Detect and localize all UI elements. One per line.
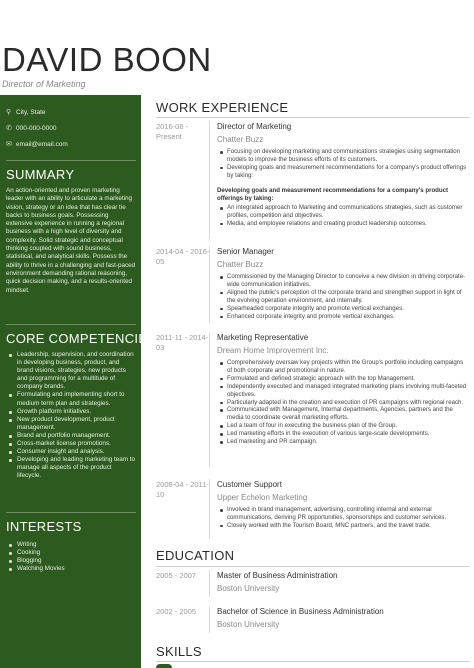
email-text[interactable]: email@email.com bbox=[16, 141, 68, 148]
competencies-heading: CORE COMPETENCIES bbox=[6, 331, 157, 346]
timeline-line bbox=[209, 332, 210, 468]
section-divider bbox=[156, 566, 470, 567]
list-item: Media, and employee relations and creating product leadership outcomes. bbox=[217, 220, 467, 228]
summary-heading: SUMMARY bbox=[6, 167, 75, 182]
education-heading: EDUCATION bbox=[156, 548, 235, 563]
list-item: Involved in brand management, advertising, controlling internal and external communications, deriving PR opportunities, sponsorships and customer services. bbox=[217, 506, 467, 522]
skill-level-dot bbox=[156, 664, 172, 668]
competencies-list bbox=[6, 351, 136, 481]
job-date: 2014-04 - 2016-05 bbox=[156, 247, 210, 266]
list-item: Consumer insight and analysis. bbox=[6, 448, 136, 456]
location-text: City, State bbox=[16, 109, 46, 116]
list-item: Cooking bbox=[6, 549, 136, 557]
candidate-role: Director of Marketing bbox=[2, 79, 86, 89]
list-item: Commissioned by the Managing Director to conceive a new division in driving corporate-wide communication initiatives. bbox=[217, 273, 467, 289]
job-date: 2011-11 - 2014-03 bbox=[156, 333, 209, 352]
job-date: 2008-04 - 2011-10 bbox=[156, 480, 209, 499]
sidebar-divider bbox=[6, 160, 136, 161]
summary-text: An action-oriented and proven marketing leader with an ability to articulate a marketing vision, strategy or an idea that has clear tie backs to business goals. Possessing extensive experience in running a regional business with a high level of diversity and complexity. Solid strategic and conceptual thinking coupled with sound business, statistical, and analytical skills. Possess the ability to thrive in a challenging and fast-paced environment demanding rational reasoning, quick decision making, and a results-oriented mindset. bbox=[6, 187, 136, 294]
list-item: Developing and leading marketing team to manage all aspects of the product lifecycle. bbox=[6, 456, 136, 480]
list-item: Leadership, supervision, and coordination in developing business, product, and brand visions, strategies, new products and programming for a multitude of company brands. bbox=[6, 351, 136, 391]
interests-list bbox=[6, 541, 136, 573]
job-title: Customer Support bbox=[217, 480, 282, 489]
contact-email[interactable] bbox=[6, 140, 136, 148]
list-item: Formulated and defined strategic approach with the top Management. bbox=[217, 375, 467, 383]
pin-icon: ⚲ bbox=[6, 109, 12, 116]
list-item: Growth platform initiatives. bbox=[6, 408, 136, 416]
list-item: Spearheaded corporate integrity and promote vertical exchanges. bbox=[217, 305, 467, 313]
phone-text: 000-000-0000 bbox=[16, 125, 57, 132]
list-item: Aligned the public's perception of the corporate brand and strengthen support in light of the evolving operation environment, and internally. bbox=[217, 289, 467, 305]
edu-degree: Master of Business Administration bbox=[217, 571, 338, 580]
section-divider bbox=[156, 117, 470, 118]
list-item: Independently executed and managed integrated marketing plans involving multi-faceted objectives. bbox=[217, 383, 467, 399]
section-divider bbox=[156, 661, 470, 662]
interests-heading: INTERESTS bbox=[6, 519, 82, 534]
job-title: Director of Marketing bbox=[217, 122, 292, 131]
job-company: Chatter Buzz bbox=[217, 135, 264, 144]
list-item: Enhanced corporate integrity and promote vertical exchanges. bbox=[217, 313, 467, 321]
resume-header bbox=[0, 0, 474, 95]
list-item: Closely worked with the Tourism Board, MNC partners, and the travel trade. bbox=[217, 522, 467, 530]
job-company: Dream Home Improvement Inc. bbox=[217, 346, 329, 355]
job-title: Senior Manager bbox=[217, 247, 274, 256]
skills-heading: SKILLS bbox=[156, 644, 202, 659]
list-item: Watching Movies bbox=[6, 565, 136, 573]
list-item: Focusing on developing marketing and communications strategies using segmentation models to improve the business efforts of its customers. bbox=[217, 148, 467, 164]
job-bullets bbox=[217, 506, 467, 530]
list-item: Formulating and implementing short to medium term plan and strategies. bbox=[6, 391, 136, 407]
edu-school: Boston University bbox=[217, 584, 280, 593]
list-item: Led a team of four in executing the business plan of the Group. bbox=[217, 422, 467, 430]
sidebar-divider bbox=[6, 324, 136, 325]
edu-degree: Bachelor of Science in Business Administration bbox=[217, 607, 384, 616]
work-heading: WORK EXPERIENCE bbox=[156, 100, 289, 115]
list-item: Blogging bbox=[6, 557, 136, 565]
job-bullets bbox=[217, 148, 467, 180]
edu-date: 2002 - 2005 bbox=[156, 607, 197, 616]
job-title: Marketing Representative bbox=[217, 333, 309, 342]
list-item: Communicated with Management, Internal departments, Agencies, partners and the media to coordinate overall marketing efforts. bbox=[217, 406, 467, 422]
contact-location bbox=[6, 108, 136, 116]
list-item: Brand and portfolio management. bbox=[6, 432, 136, 440]
list-item: Comprehensively oversaw key projects within the Group's portfolio including campaigns of both corporate and promotional in nature. bbox=[217, 359, 467, 375]
list-item: Writing bbox=[6, 541, 136, 549]
job-subheading: Developing goals and measurement recommendations for a company's product offerings by taking: bbox=[217, 187, 449, 202]
job-company: Chatter Buzz bbox=[217, 260, 264, 269]
job-bullets bbox=[217, 273, 467, 320]
sidebar-divider bbox=[6, 512, 136, 513]
list-item: An integrated approach to Marketing and communications strategies, such as customer profiles, competition and objectives. bbox=[217, 204, 467, 220]
edu-school: Boston University bbox=[217, 620, 280, 629]
list-item: New product development, product management. bbox=[6, 416, 136, 432]
candidate-name: DAVID BOON bbox=[2, 41, 212, 78]
edu-date: 2005 - 2007 bbox=[156, 571, 197, 580]
list-item: Particularly adapted in the creation and execution of PR campaigns with regional reach. bbox=[217, 399, 467, 407]
list-item: Led marketing efforts in the execution of various large-scale developments. bbox=[217, 430, 467, 438]
job-date: 2016-06 - Present bbox=[156, 122, 189, 141]
list-item: Led marketing and PR campaign. bbox=[217, 438, 467, 446]
mail-icon: ✉ bbox=[6, 141, 12, 148]
job-company: Upper Echelon Marketing bbox=[217, 493, 308, 502]
job-bullets bbox=[217, 359, 467, 446]
phone-icon: ✆ bbox=[6, 125, 12, 132]
list-item: Cross-market license promotions. bbox=[6, 440, 136, 448]
job-bullets bbox=[217, 204, 467, 228]
list-item: Developing goals and measurement recommendations for a company's product offerings by taking: bbox=[217, 164, 467, 180]
contact-phone bbox=[6, 124, 136, 132]
